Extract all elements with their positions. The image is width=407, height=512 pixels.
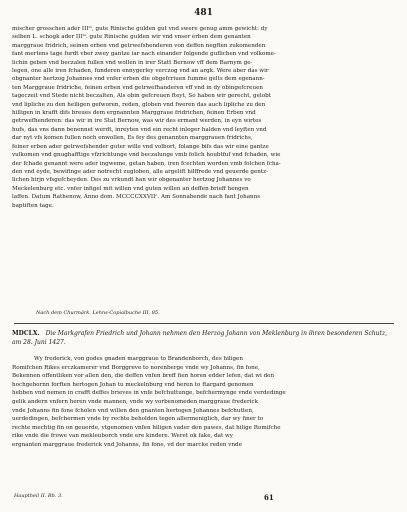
text-line: tageczeit vnd Stede nicht beczalten, Als obin gefcreuen fteyt, So haben wir gerecht, gelobt: [12, 93, 271, 100]
text-line: baptiften tage.: [12, 202, 54, 209]
text-line: selben L. schogk ader IIIᵐ. gute Rinische gulden wir vnd vnser erben dem genanten: [12, 34, 251, 41]
text-line: dar nyt vfs komen fullen noch enwollen, Es fey des genannten marggrauen fridrichs,: [12, 135, 253, 142]
text-line: gelik andern vnfern heren vnde mannen, vnde wy vorbenomeden marggraue frederick: [12, 398, 258, 405]
text-line: rike vnde die frowe van mekleuborch vnde ere kindere. Weret ok fake, dat wy: [12, 433, 233, 440]
text-line: laffen. Datum Rathenow, Anno dom. MCCCCXXVIIᵒ. Am Sonnabende nach fant Johanns: [12, 194, 261, 201]
text-line: obgnanter hertzog Johannes vnd vnfer erben die obgefcriuen fumme gelts dem egenann-: [12, 76, 265, 83]
text-line: uerdedingen, befchermen vnde by rechte beholden tegen allermeniglich, dar wy finer to: [12, 416, 264, 423]
text-line: feiner erben ader getrwefshender guter wille vnd volbort, folange bifs das wir eine gantze: [12, 143, 269, 150]
text-line: getrwefhenderen: das wir in ire Stat Bernow, was wir des ermant werden, in eyn wirtes: [12, 118, 262, 125]
text-line: der fchade genannt were ader ingweme, getan haben, iren fcechten worden vmb folchen fcha-: [12, 160, 281, 167]
document-body: [12, 355, 398, 450]
text-line: rechte mechtig fin on geuerde, vtgenomen vnfen hiligen vader den pawes, dat hilige Romifche: [12, 424, 281, 431]
text-line: lichen hirjn vfsgefcheyden. Des zu vrkundt han wir obgenanter hertzog Johannes vo: [12, 177, 251, 184]
text-line: hilligen in krafft difs breues dem ergnannten Marggraue fridrichen, feinen Erben vnd: [12, 110, 256, 117]
text-line: Meckelenburg etc. vnfer infigel mit willen vnd guten willen an deffen brieff hengen: [12, 185, 249, 192]
text-line: mischer grosschen ader IIIᵐ, gute Rinische gulden gut vnd swere genug amm gewicht: dy: [12, 26, 268, 32]
text-line: lichin geben vnd beczalen fullen vnd wollen in irer Statt Bernow vff dem Barnym ge-: [12, 59, 253, 66]
text-line: vulkomen vnd gnughafftige vfzrichtunge vnd beczalunge vmb folich houbtfuf vnd fchaden, wie: [12, 152, 281, 159]
text-line: hufs, das vns dann benennet werdt, inreyten vnd ein recht inleger halden vnd leyften vnd: [12, 126, 267, 133]
page-number: 481: [194, 8, 213, 18]
source-citation: Nach dem Churmärk. Lehns-Copialbuche III, 85.: [36, 310, 160, 316]
text-line: Bekennen offentliken vor allen den, die deffen vnfen breff fien horen edder lefen, dat wi den: [12, 373, 275, 380]
text-line: Wy frederick, von godes gnaden marggraue to Brandenborch, des hiligen: [34, 356, 243, 362]
footer-sheet-number: 61: [264, 493, 274, 502]
charter-text-block: [12, 25, 398, 210]
text-line: ten Marggraue fridriche, feinen erben vnd getrwefhanderen vff vnd in dy obingefcreuen: [12, 84, 263, 91]
text-line: vnde Johanns fin fone fcholen vnd willen den gnanten hertogen Johannes befchutten,: [12, 407, 254, 414]
text-line: vnd lipliche zu den heiligen gefworen, reden, globen vnd fweren das auch lipliche zu den: [12, 101, 266, 108]
text-line: ergnanten marggraue frederick vnd Johanns, fin fone, vd der marcke reden vnde: [12, 441, 242, 448]
text-line: marggraue fridrich, seinen erben vnd getrwefshenderen von deffen negften zukomenden: [12, 42, 266, 49]
text-line: hebben vnd nemen in crafft deffes brieves in vnfe befchuttunge, befchermynge vnde verdedinge: [12, 390, 286, 397]
text-line: legen, one alle iren fchaden, funderen ennygerley verczog vnd an argk. Were aber das wir: [12, 68, 269, 75]
text-line: den vnd eyde, bewifinge ader notrecht zugloben, alle argelift hilffrede vnd geuerde gentz-: [12, 168, 268, 175]
text-line: Romifchen Rikes erczkamerer vnd Borggreve to norenberge vnde wy Johanns, fin fone,: [12, 364, 260, 371]
document-number: MDCLX.: [12, 330, 40, 337]
text-line: fant mertens tage furdt vber zwey gantze iar nach einander folgende guflichen vnd volkome-: [12, 51, 276, 58]
document-summary: Die Markgrafen Friedrich und Johann nehmen den Herzog Johann von Meklenburg in ihren besonderen Schutz, am 28. Juni 1427.: [12, 330, 388, 346]
footer-signature: Hauptheil II. Bb. 3.: [14, 493, 63, 499]
text-line: hochgebornn forften hertogen Johan tu meckelnburg vnd heren to ftargard genomen: [12, 381, 254, 388]
section-divider: [14, 323, 394, 324]
document-heading: [12, 330, 398, 347]
